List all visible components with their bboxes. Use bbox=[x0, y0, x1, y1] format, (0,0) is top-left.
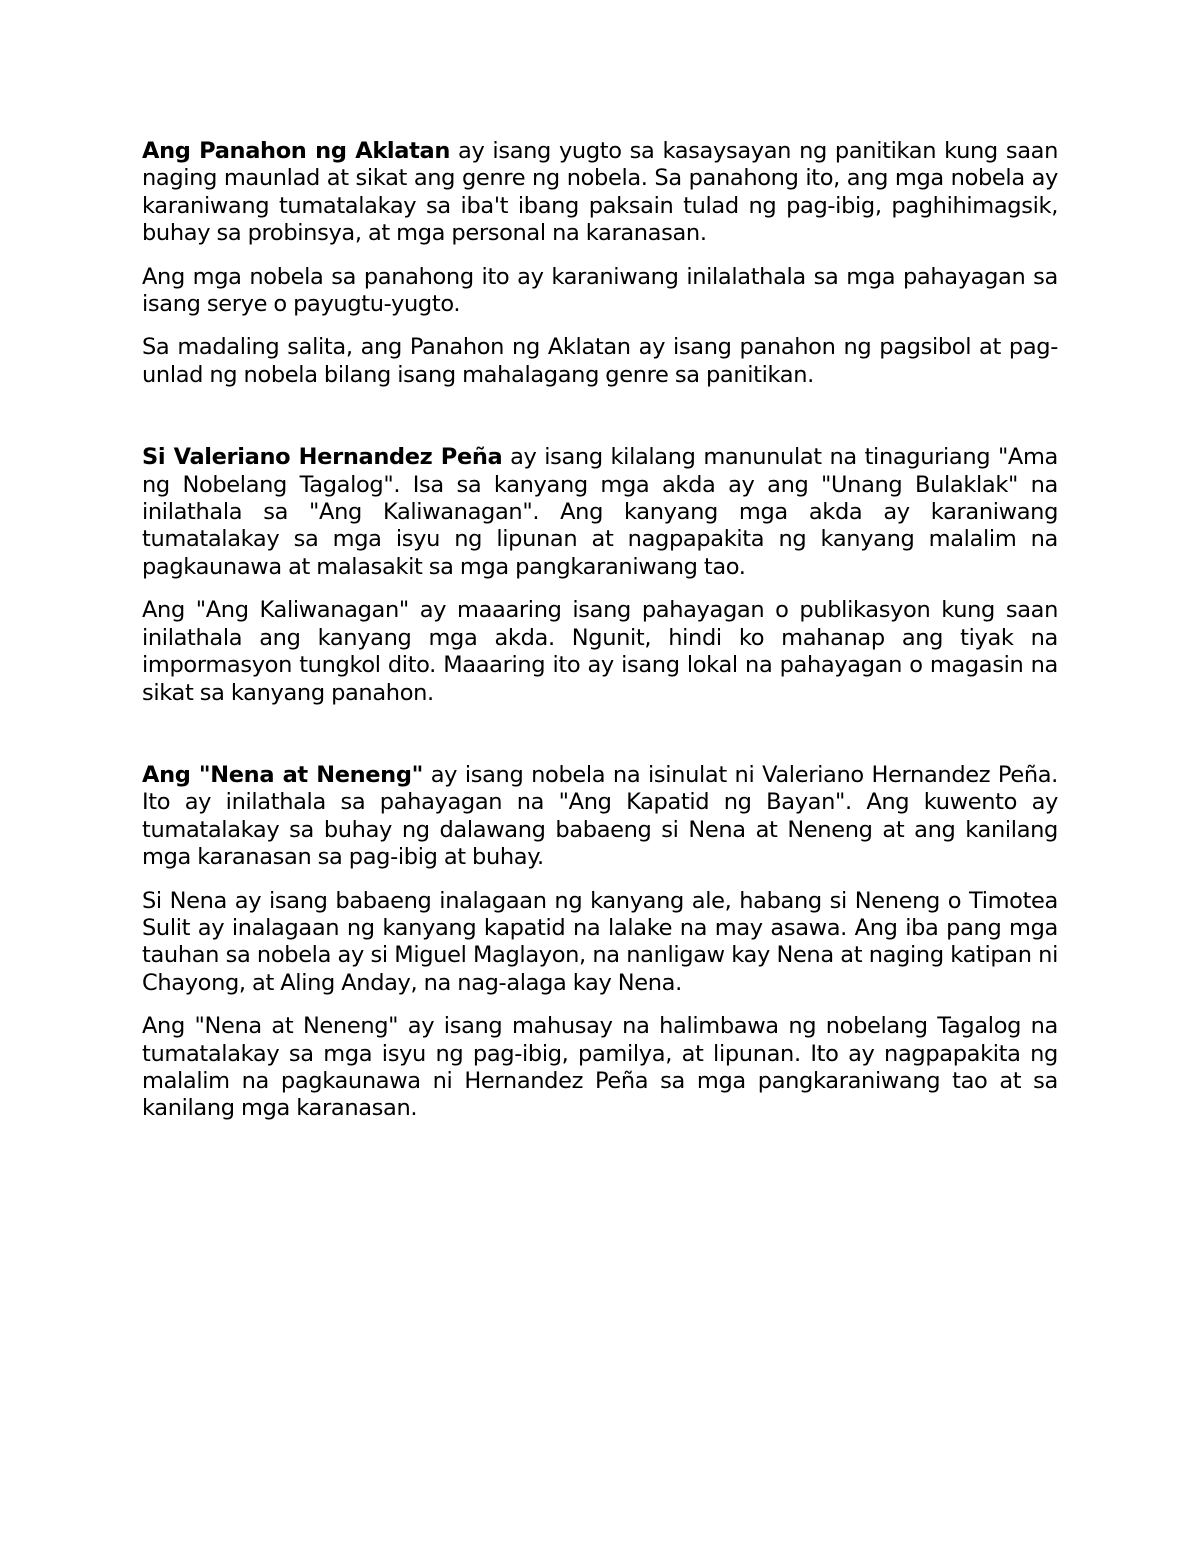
paragraph bbox=[142, 1013, 1058, 1123]
paragraph-lead: Si Valeriano Hernandez Peña bbox=[142, 444, 503, 471]
paragraph-lead: Ang "Nena at Neneng" bbox=[142, 761, 423, 788]
paragraph-text: ay isang kilalang manunulat na tinaguriang "Ama ng Nobelang Tagalog". Isa sa kanyang mga akda ay ang "Unang Bulaklak" na inilathala sa "Ang Kaliwanagan". Ang kanyang mga akda ay karaniwang tumatalakay sa mga isyu ng lipunan at nagpapakita ng kanyang malalim na pagkaunawa at malasakit sa mga pangkaraniwang tao. bbox=[142, 444, 1058, 580]
section-nena-at-neneng bbox=[142, 762, 1058, 1123]
paragraph bbox=[142, 444, 1058, 581]
paragraph bbox=[142, 138, 1058, 248]
paragraph-text: Ang "Nena at Neneng" ay isang mahusay na halimbawa ng nobelang Tagalog na tumatalakay sa mga isyu ng pag-ibig, pamilya, at lipunan. Ito ay nagpapakita ng malalim na pagkaunawa ni Hernandez Peña sa mga pangkaraniwang tao at sa kanilang mga karanasan. bbox=[142, 1013, 1058, 1122]
paragraph-text: Si Nena ay isang babaeng inalagaan ng kanyang ale, habang si Neneng o Timotea Sulit ay inalagaan ng kanyang kapatid na lalake na may asawa. Ang iba pang mga tauhan sa nobela ay si Miguel Maglayon, na nanligaw kay Nena at naging katipan ni Chayong, at Aling Anday, na nag-alaga kay Nena. bbox=[142, 887, 1058, 996]
paragraph bbox=[142, 264, 1058, 319]
paragraph-text: ay isang yugto sa kasaysayan ng panitikan kung saan naging maunlad at sikat ang genre ng nobela. Sa panahong ito, ang mga nobela ay karaniwang tumatalakay sa iba't ibang paksain tulad ng pag-ibig, paghihimagsik, buhay sa probinsya, at mga personal na karanasan. bbox=[142, 138, 1058, 247]
document-page bbox=[142, 138, 1058, 1123]
paragraph bbox=[142, 762, 1058, 872]
paragraph-text: Ang mga nobela sa panahong ito ay karaniwang inilalathala sa mga pahayagan sa isang serye o payugtu-yugto. bbox=[142, 263, 1058, 318]
section-panahon-ng-aklatan bbox=[142, 138, 1058, 389]
paragraph bbox=[142, 334, 1058, 389]
paragraph-lead: Ang Panahon ng Aklatan bbox=[142, 138, 451, 164]
paragraph-text: Sa madaling salita, ang Panahon ng Aklatan ay isang panahon ng pagsibol at pag-unlad ng nobela bilang isang mahalagang genre sa panitikan. bbox=[142, 334, 1058, 388]
paragraph-text: ay isang nobela na isinulat ni Valeriano Hernandez Peña. Ito ay inilathala sa pahayagan na "Ang Kapatid ng Bayan". Ang kuwento ay tumatalakay sa buhay ng dalawang babaeng si Nena at Neneng at ang kanilang mga karanasan sa pag-ibig at buhay. bbox=[142, 761, 1058, 871]
section-valeriano-hernandez-pena bbox=[142, 444, 1058, 707]
paragraph-text: Ang "Ang Kaliwanagan" ay maaaring isang pahayagan o publikasyon kung saan inilathala ang kanyang mga akda. Ngunit, hindi ko mahanap ang tiyak na impormasyon tungkol dito. Maaaring ito ay isang lokal na pahayagan o magasin na sikat sa kanyang panahon. bbox=[142, 597, 1058, 706]
paragraph bbox=[142, 597, 1058, 707]
paragraph bbox=[142, 888, 1058, 998]
